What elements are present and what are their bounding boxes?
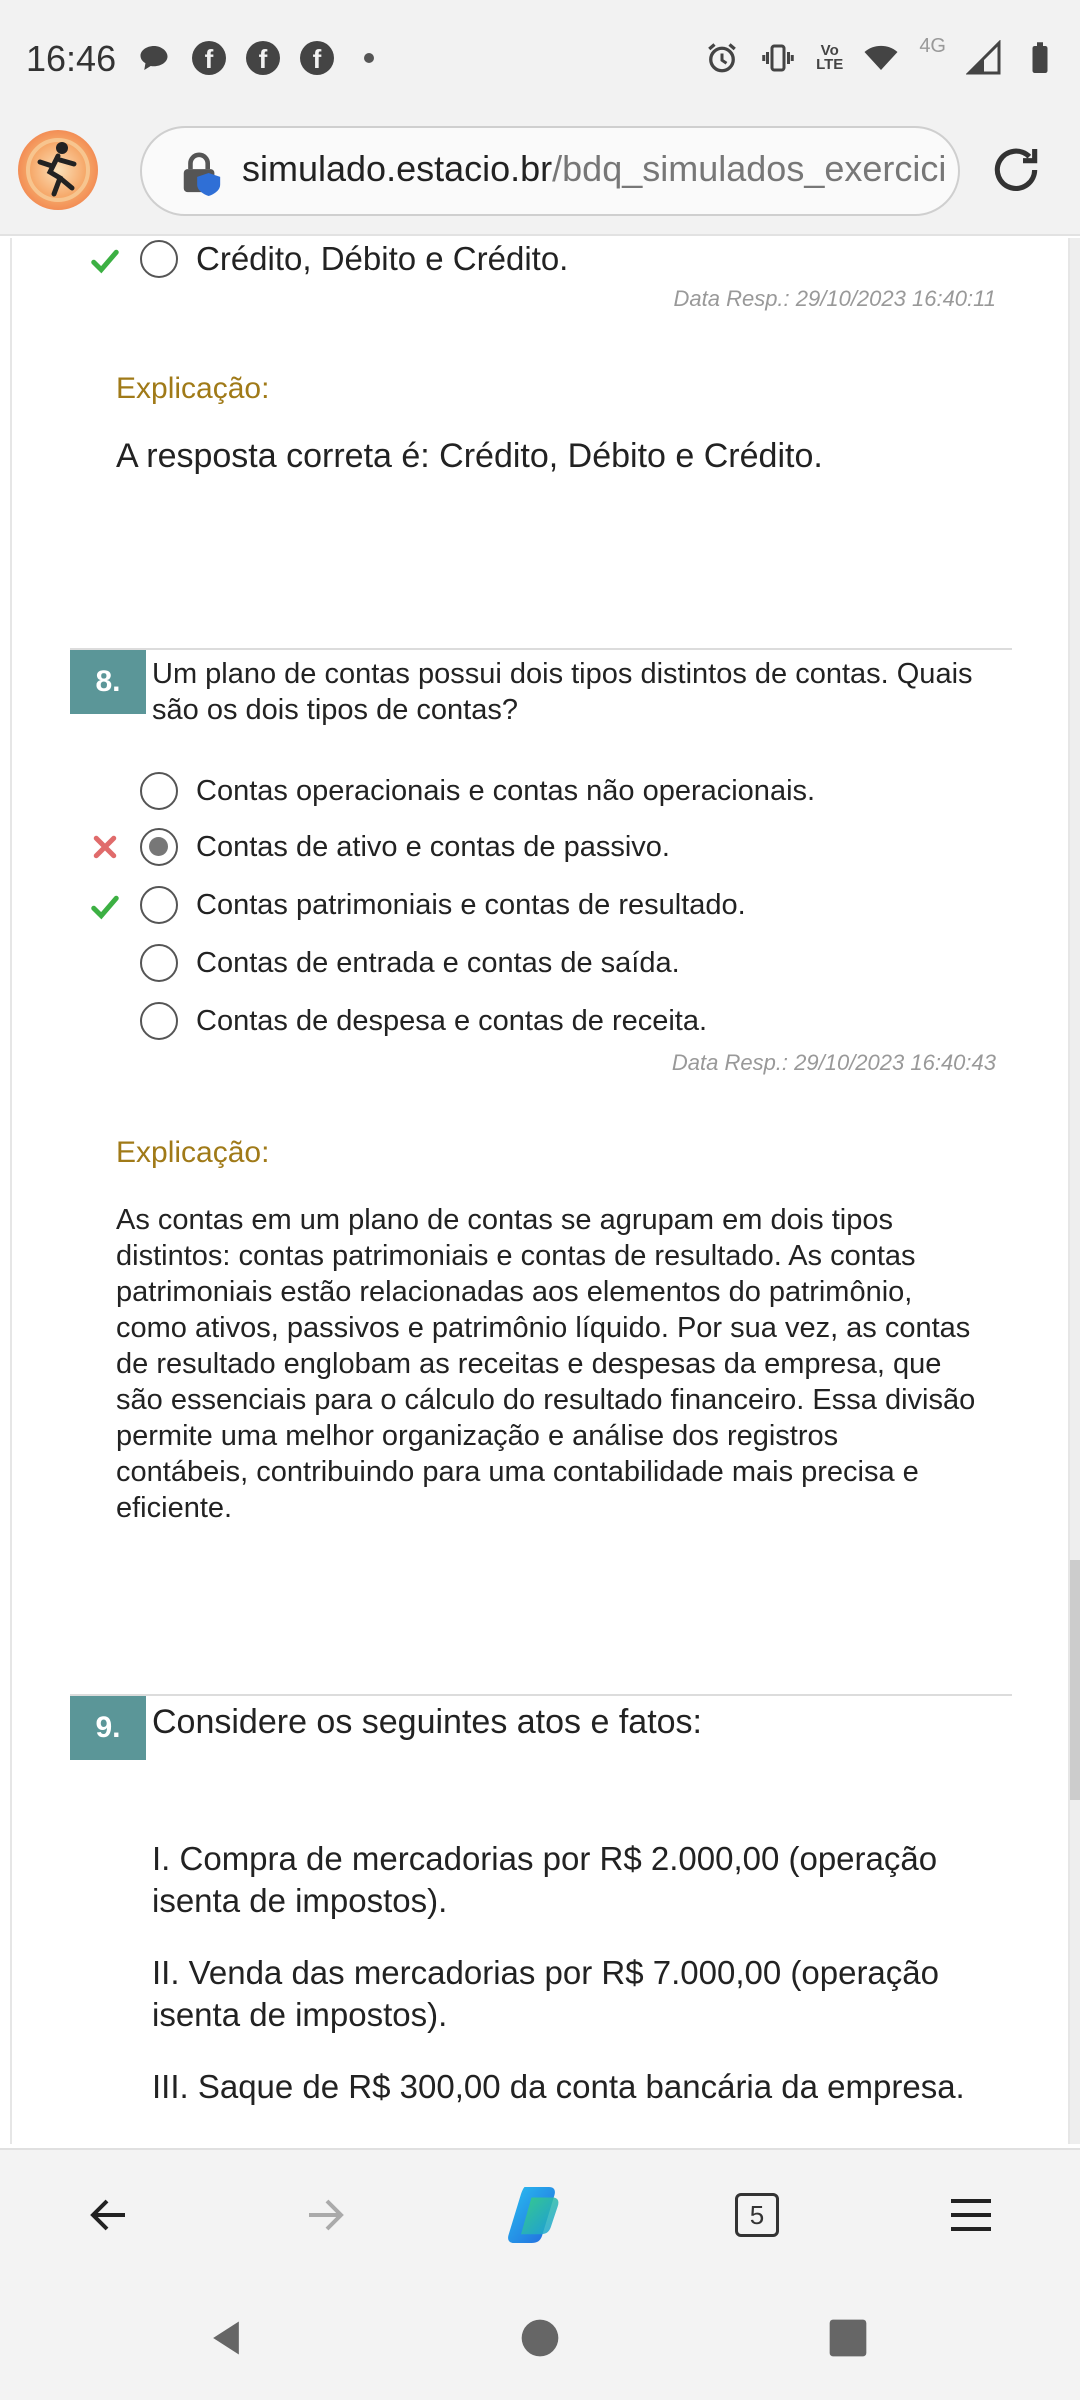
radio-button[interactable] <box>140 240 178 278</box>
copilot-button[interactable] <box>500 2180 570 2250</box>
radio-button[interactable] <box>140 1002 178 1040</box>
scrollbar-track[interactable] <box>1070 238 1080 2144</box>
explanation-text-q7: A resposta correta é: Crédito, Débito e Crédito. <box>116 437 823 475</box>
question-number-badge: 8. <box>70 650 146 714</box>
question-text-q9: Considere os seguintes atos e fatos: <box>152 1703 702 1741</box>
volte-bottom-text: LTE <box>816 56 844 73</box>
back-button[interactable] <box>74 2180 144 2250</box>
question-divider <box>70 648 1012 650</box>
radio-button[interactable] <box>140 886 178 924</box>
athlete-logo-icon <box>18 130 98 210</box>
option-label: Contas operacionais e contas não operacionais. <box>196 774 816 807</box>
url-text <box>242 148 946 190</box>
page-content <box>10 238 1070 2144</box>
nav-back-button[interactable] <box>196 2308 256 2368</box>
notification-icons <box>136 40 374 76</box>
question-item: II. Venda das mercadorias por R$ 7.000,00 (operação isenta de impostos). <box>152 1954 939 2033</box>
question-number-badge: 9. <box>70 1696 146 1760</box>
radio-button[interactable] <box>140 944 178 982</box>
scrollbar-thumb[interactable] <box>1070 1560 1080 1800</box>
facebook-icon: f <box>300 41 334 75</box>
wifi-icon <box>863 40 899 76</box>
question-text-q8: Um plano de contas possui dois tipos distintos de contas. Quais são os dois tipos de contas? <box>152 658 973 726</box>
signal-icon <box>966 40 1002 76</box>
question-item: III. Saque de R$ 300,00 da conta bancária da empresa. <box>152 2068 965 2105</box>
url-domain: simulado.estacio.br <box>242 148 553 189</box>
explanation-label-q7: Explicação: <box>116 372 270 405</box>
alarm-icon <box>704 40 740 76</box>
status-time: 16:46 <box>26 38 117 79</box>
system-icons <box>704 34 1058 76</box>
response-date-q8: Data Resp.: 29/10/2023 16:40:43 <box>671 1050 996 1075</box>
radio-button[interactable] <box>140 772 178 810</box>
correct-check-icon <box>90 246 120 276</box>
browser-toolbar <box>0 120 1080 236</box>
option-q7-correct[interactable] <box>140 240 568 278</box>
arrow-left-icon <box>85 2191 133 2239</box>
site-favicon[interactable] <box>18 130 98 210</box>
option-q8-a[interactable] <box>140 772 815 810</box>
address-bar[interactable] <box>140 126 960 216</box>
lock-icon <box>178 150 224 196</box>
url-path: /bdq_simulados_exercici <box>552 148 947 189</box>
option-label: Contas de entrada e contas de saída. <box>196 946 680 979</box>
triangle-back-icon <box>204 2316 248 2360</box>
nav-home-button[interactable] <box>510 2308 570 2368</box>
radio-button-selected[interactable] <box>140 828 178 866</box>
hamburger-menu-icon <box>945 2191 997 2239</box>
status-bar <box>0 0 1080 120</box>
wrong-x-icon <box>90 832 120 862</box>
square-recents-icon <box>828 2318 868 2358</box>
battery-icon <box>1022 40 1058 76</box>
browser-bottom-bar <box>0 2148 1080 2278</box>
option-q8-d[interactable] <box>140 944 680 982</box>
volte-icon <box>816 44 843 72</box>
chat-bubble-icon <box>136 40 172 76</box>
facebook-icon: f <box>192 41 226 75</box>
option-q8-c-correct[interactable] <box>140 886 746 924</box>
question-item: I. Compra de mercadorias por R$ 2.000,00 (operação isenta de impostos). <box>152 1840 938 1919</box>
option-q8-b-selected[interactable] <box>140 828 670 866</box>
option-label: Contas patrimoniais e contas de resultado. <box>196 888 746 921</box>
network-type-label: 4G <box>919 34 946 57</box>
arrow-right-icon <box>301 2191 349 2239</box>
explanation-text-q8: As contas em um plano de contas se agrupam em dois tipos distintos: contas patrimoniais e contas de resultado. As contas patrimoniais estão relacionadas aos elementos do patrimônio, como ativos, passivos e patrimônio líquido. Por sua vez, as contas de resultado englobam as receitas e despesas da empresa, que são essenciais para o cálculo do resultado financeiro. Essa divisão permite uma melhor organização e análise dos registros contábeis, contribuindo para uma contabilidade mais precisa e eficiente. <box>116 1204 976 1524</box>
option-label: Contas de ativo e contas de passivo. <box>196 830 670 863</box>
volte-top-text: Vo <box>820 42 839 59</box>
tabs-count: 5 <box>735 2193 779 2237</box>
copilot-icon <box>500 2180 570 2250</box>
vibrate-icon <box>760 40 796 76</box>
dot-icon <box>364 53 374 63</box>
facebook-icon: f <box>246 41 280 75</box>
question-divider <box>70 1694 1012 1696</box>
forward-button[interactable] <box>290 2180 360 2250</box>
correct-check-icon <box>90 892 120 922</box>
reload-icon[interactable] <box>988 142 1044 198</box>
tabs-button[interactable] <box>722 2180 792 2250</box>
nav-recents-button[interactable] <box>818 2308 878 2368</box>
response-date-q7: Data Resp.: 29/10/2023 16:40:11 <box>673 286 996 311</box>
option-q8-e[interactable] <box>140 1002 707 1040</box>
menu-button[interactable] <box>936 2180 1006 2250</box>
option-label: Crédito, Débito e Crédito. <box>196 240 569 277</box>
explanation-label-q8: Explicação: <box>116 1136 270 1169</box>
system-navigation-bar <box>0 2278 1080 2400</box>
option-label: Contas de despesa e contas de receita. <box>196 1004 708 1037</box>
circle-home-icon <box>520 2318 560 2358</box>
